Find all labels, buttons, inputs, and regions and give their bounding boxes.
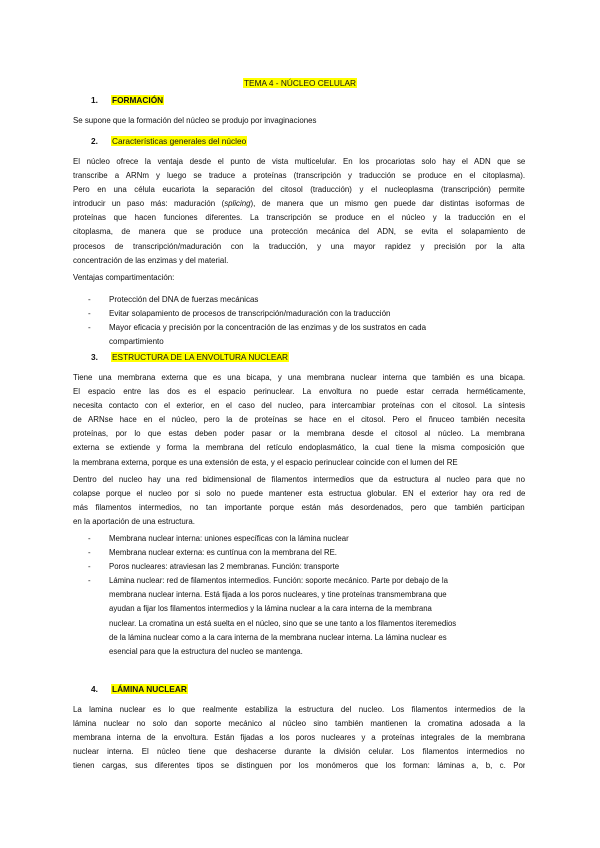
section-number: 2.	[91, 136, 98, 146]
text-line: compartimiento	[109, 337, 164, 347]
paragraph	[73, 371, 525, 470]
text-line: Evitar solapamiento de procesos de transcripción/maduración con la traducción	[109, 309, 391, 319]
page-title: TEMA 4 - NÚCLEO CELULAR	[243, 78, 357, 88]
text-line: procesos de transcripción/maduración con la traducción, y una mayor rapidez y precisión por la alta	[73, 241, 525, 251]
section-title: Características generales del núcleo	[112, 136, 247, 146]
text-line: proteínas que hacen funciones diferentes. La transcripción se produce en el núcleo y la traducción en el	[73, 213, 525, 223]
section-heading-estructura	[91, 352, 289, 362]
list-item	[88, 321, 528, 349]
text-line: Membrana nuclear interna: uniones específicas con la lámina nuclear	[109, 534, 349, 543]
text-line: proteínas, por lo que estas deben poder pasar or la membrana desde el citosol al núcleo. La membrana	[73, 429, 525, 439]
text-line: en la aportación de una estructura.	[73, 517, 195, 527]
text-line: El núcleo ofrece la ventaja desde el punto de vista multicelular. En los procariotas solo hay el ADN que se	[73, 157, 525, 166]
section-heading-formacion	[91, 95, 164, 105]
section-title: ESTRUCTURA DE LA ENVOLTURA NUCLEAR	[112, 352, 288, 362]
text-line: introducir un paso más: maduración (splicing), de manera que un mismo gen puede dar distintas isoformas de	[73, 199, 525, 209]
section-title: LÁMINA NUCLEAR	[112, 684, 187, 694]
section-heading-caracteristicas	[91, 136, 247, 146]
dash-bullet: -	[88, 323, 91, 333]
text-line: ayudan a fijar los filamentos intermedios y la lámina nuclear a la cara interna de la membrana	[109, 604, 432, 614]
dash-bullet: -	[88, 295, 91, 304]
list-item	[88, 560, 530, 574]
section-number: 3.	[91, 352, 98, 362]
text-line: Ventajas compartimentación:	[73, 273, 175, 282]
paragraph	[73, 703, 525, 773]
text-line: membrana nuclear interna. Está fijada a los poros nucleares, y tine proteínas transmembrana que	[109, 590, 447, 600]
text-line: colapse porque el nucleo por si solo no puede mantener esta estructua globular. EN el exterior hay ora red de	[73, 489, 525, 499]
list-item	[88, 546, 530, 560]
section-number: 1.	[91, 95, 98, 105]
list-item	[88, 532, 530, 546]
text-line: Se supone que la formación del núcleo se produjo por invaginaciones	[73, 116, 317, 125]
text-line: la membrana externa, porque es una extensión de esta, y el espacio perinuclear coincide con el lumen del RE	[73, 457, 458, 467]
text-line: más filamentos intermedios, no tan importante porque están más desordenados, pero que también participan	[73, 503, 525, 513]
title-container	[0, 73, 600, 91]
dash-bullet: -	[88, 562, 91, 572]
list-item	[88, 307, 528, 321]
text-line: transcribe a ARNm y luego se traduce a proteínas (transcripción y traducción se produce en el citoplasma).	[73, 171, 525, 181]
bullet-list	[88, 293, 528, 349]
section-number: 4.	[91, 684, 98, 694]
section-heading-lamina	[91, 684, 188, 694]
list-item	[88, 293, 528, 307]
text-line: lámina nuclear no solo dan soporte mecánico al núcleo sino también mantienen la cromatina adosada a la	[73, 719, 525, 729]
text-line: Mayor eficacia y precisión por la concentración de las enzimas y de los sustratos en cada	[109, 323, 427, 333]
dash-bullet: -	[88, 548, 91, 558]
text-line: Tiene una membrana externa que es una bicapa, y una membrana nuclear interna que también es una bicapa.	[73, 373, 525, 382]
text-line: Membrana nuclear externa: es cuntínua con la membrana del RE.	[109, 548, 337, 558]
paragraph	[73, 155, 525, 268]
text-line: nuclear. La cromatina un está suelta en el núcleo, sino que se une tanto a los filamentos iteremedios	[109, 618, 457, 628]
dash-bullet: -	[88, 534, 91, 543]
text-line: concentración de las enzimas y del material.	[73, 255, 229, 265]
text-line: Protección del DNA de fuerzas mecánicas	[109, 295, 259, 304]
list-item	[88, 574, 530, 659]
text-line: necesita contacto con el exterior, en el caso del nucleo, para intercambiar proteínas con el citosol. La síntesis	[73, 401, 525, 411]
text-line: Pero en una célula eucariota la separación del citosol (traducción) y el nucleoplasma (transcripción) permite	[73, 185, 525, 195]
text-line: externa se extiende y forma la membrana del retículo endoplasmático, la cual tiene la misma composición que	[73, 443, 525, 453]
dash-bullet: -	[88, 309, 91, 319]
paragraph	[73, 114, 525, 128]
text-line: de la lámina nuclear como a la cara interna de la membrana nuclear interna. La lámina nuclear es	[109, 632, 447, 642]
text-line: membrana interna de la envoltura. Están fijadas a los poros nucleares y a proteínas integrales de la membrana	[73, 733, 525, 743]
text-line: tienen cargas, sus diferentes tipos se distinguen por los monómeros que los forman: láminas a, b, c. Por	[73, 761, 525, 771]
text-line: Poros nucleares: atraviesan las 2 membranas. Función: transporte	[109, 562, 340, 572]
bullet-list	[88, 532, 530, 659]
text-line: esencial para que la estructura del nucleo se mantenga.	[109, 646, 303, 656]
text-line: El espacio entre las dos es el espacio perinuclear. La envoltura no puede estar cerrada herméticamente,	[73, 387, 525, 397]
text-line: La lamina nuclear es lo que realmente estabiliza la estructura del nucleo. Los filamentos intermedios de la	[73, 705, 525, 714]
text-line: de ARNse hace en el núcleo, pero la de proteínas se hace en el citosol. Pero el ñnuceo también necesita	[73, 415, 525, 425]
text-line: citoplasma, de manera que se produce una protección mecánica del ADN, se evita el solapamiento de	[73, 227, 525, 237]
paragraph	[73, 271, 525, 285]
paragraph	[73, 473, 525, 529]
italic-term: splicing	[224, 199, 251, 209]
dash-bullet: -	[88, 576, 91, 586]
text-line: nuclear interna. El núcleo tiene que deshacerse durante la división celular. Los filamentos intermedios no	[73, 747, 525, 757]
section-title: FORMACIÓN	[112, 95, 164, 105]
text-line: Lámina nuclear: red de filamentos intermedios. Función: soporte mecánico. Parte por debajo de la	[109, 576, 448, 586]
text-line: Dentro del nucleo hay una red bidimensional de filamentos intermedios que da estructura al nucleo para que no	[73, 475, 525, 484]
